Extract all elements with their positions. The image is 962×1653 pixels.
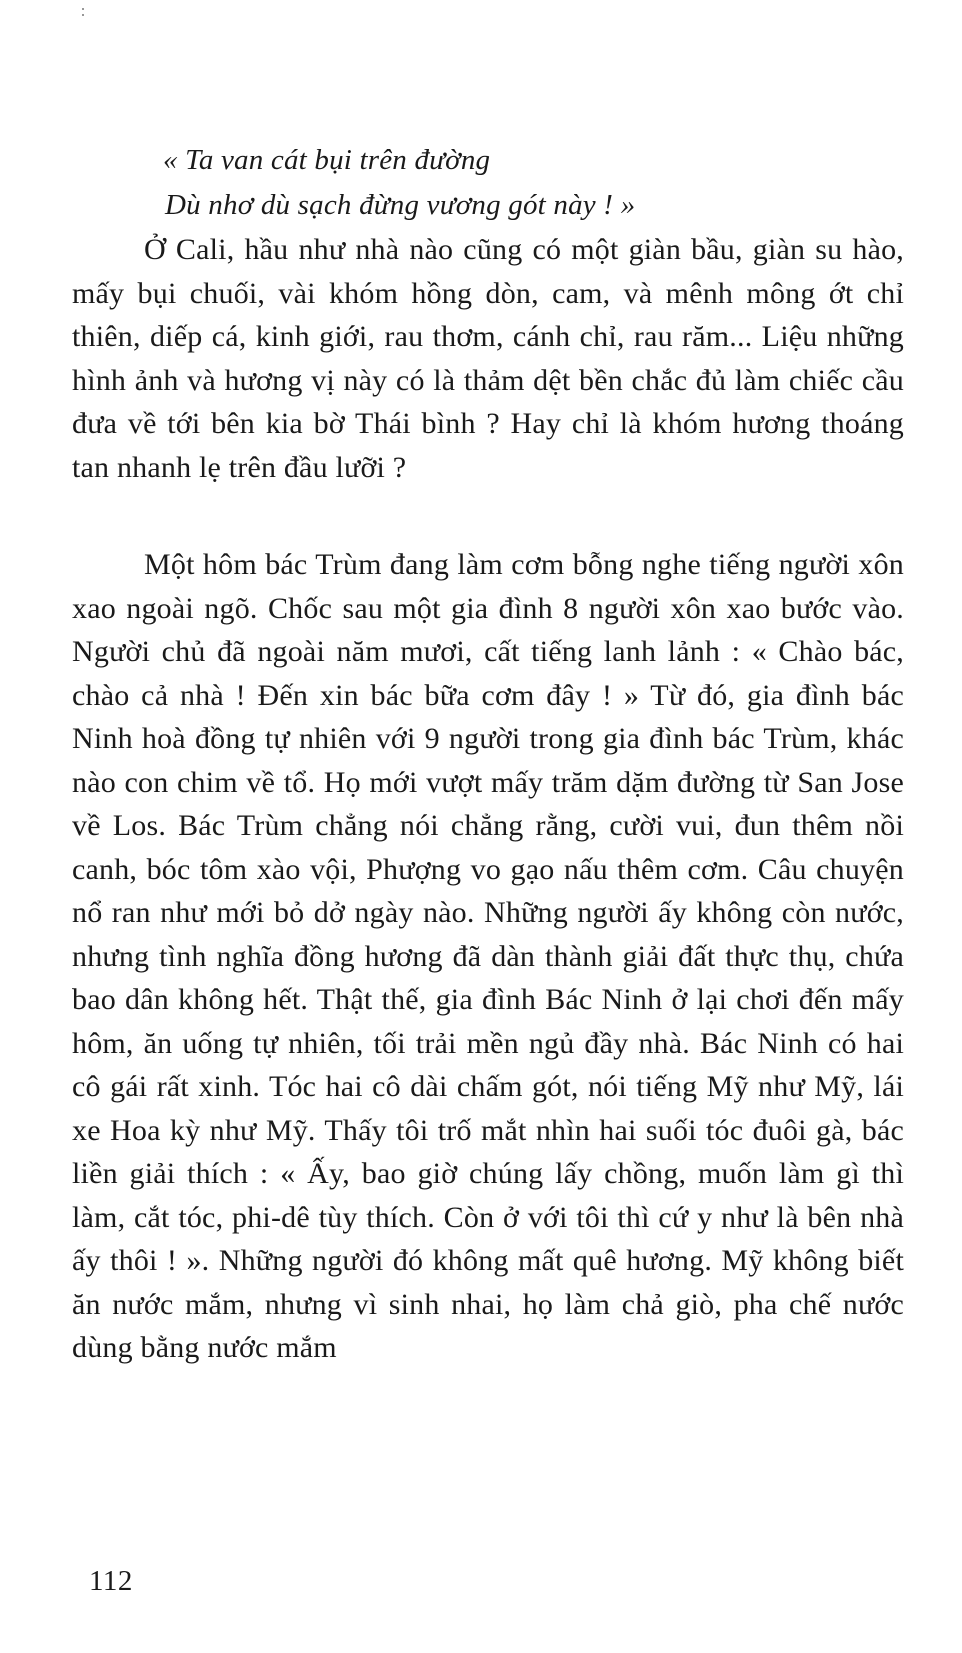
scan-speck <box>82 14 84 16</box>
paragraph-1: Ở Cali, hầu như nhà nào cũng có một giàn bầu, giàn su hào, mấy bụi chuối, vài khóm hồng dòn, cam, và mênh mông ớt chỉ thiên, diếp cá, kinh giới, rau thơm, cánh chỉ, rau răm... Liệu những hình ảnh và hương vị này có là thảm dệt bền chắc đủ làm chiếc cầu đưa về tới bên kia bờ Thái bình ? Hay chỉ là khóm hương thoáng tan nhanh lẹ trên đầu lưỡi ? <box>72 233 904 484</box>
verse-quote <box>163 138 635 228</box>
paragraph-2-container <box>72 543 904 1370</box>
verse-line-1: « Ta van cát bụi trên đường <box>163 144 491 176</box>
paragraph-2: Một hôm bác Trùm đang làm cơm bỗng nghe tiếng người xôn xao ngoài ngõ. Chốc sau một gia đình 8 người xôn xao bước vào. Người chủ đã ngoài năm mươi, cất tiếng lanh lảnh : « Chào bác, chào cả nhà ! Đến xin bác bữa cơm đây ! » Từ đó, gia đình bác Ninh hoà đồng tự nhiên với 9 người trong gia đình bác Trùm, khác nào con chim về tổ. Họ mới vượt mấy trăm dặm đường từ San Jose về Los. Bác Trùm chẳng nói chẳng rằng, cười vui, đun thêm nồi canh, bóc tôm xào vội, Phượng vo gạo nấu thêm cơm. Câu chuyện nổ ran như mới bỏ dở ngày nào. Những người ấy không còn nước, nhưng tình nghĩa đồng hương đã dàn thành giải đất thực thụ, chứa bao dân không hết. Thật thế, gia đình Bác Ninh ở lại chơi đến mấy hôm, ăn uống tự nhiên, tối trải mền ngủ đầy nhà. Bác Ninh có hai cô gái rất xinh. Tóc hai cô dài chấm gót, nói tiếng Mỹ như Mỹ, lái xe Hoa kỳ như Mỹ. Thấy tôi trố mắt nhìn hai suối tóc đuôi gà, bác liền giải thích : « Ấy, bao giờ chúng lấy chồng, muốn làm gì thì làm, cắt tóc, phi-dê tùy thích. Còn ở với tôi thì cứ y như là bên nhà ấy thôi ! ». Những người đó không mất quê hương. Mỹ không biết ăn nước mắm, nhưng vì sinh nhai, họ làm chả giò, pha chế nước dùng bằng nước mắm <box>72 548 904 1364</box>
verse-line-2: Dù nhơ dù sạch đừng vương gót này ! » <box>165 189 636 221</box>
scan-speck <box>82 8 84 10</box>
page-number: 112 <box>89 1565 133 1597</box>
paragraph-1-container <box>72 228 904 489</box>
